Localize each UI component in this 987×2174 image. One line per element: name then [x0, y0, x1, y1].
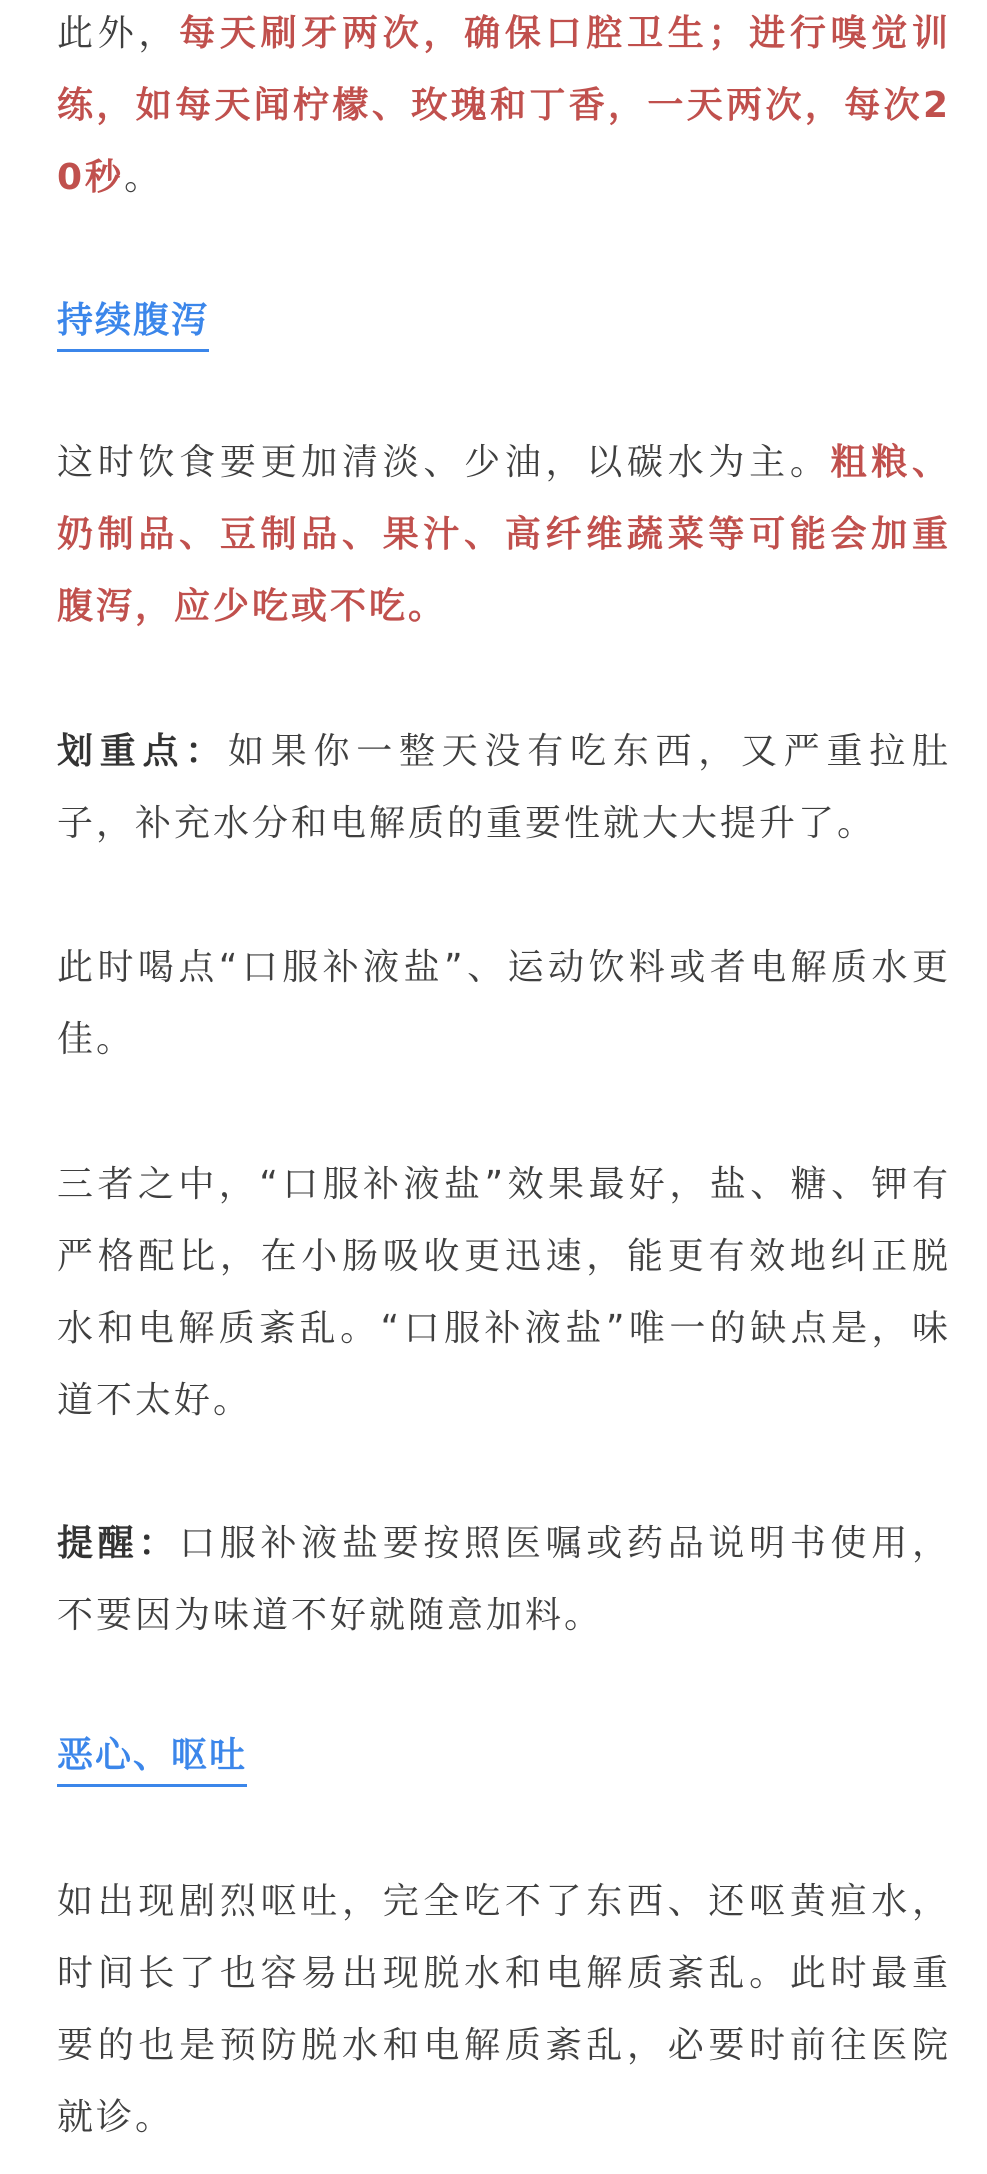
paragraph-reminder [57, 1508, 951, 1652]
section-heading-nausea[interactable]: 恶心、呕吐 [57, 1730, 247, 1787]
paragraph-diet [57, 427, 951, 643]
paragraph-text: 如果你一整天没有吃东西，又严重拉肚子，补充水分和电解质的重要性就大大提升了。 [57, 731, 951, 844]
paragraph-lead-text: 此外， [57, 13, 180, 54]
section-heading-diarrhea[interactable]: 持续腹泻 [57, 295, 209, 352]
paragraph-text: 口服补液盐要按照医嘱或药品说明书使用，不要因为味道不好就随意加料。 [57, 1523, 951, 1636]
paragraph-tail-text: 。 [124, 157, 164, 198]
section-heading-nausea-wrap [57, 1730, 951, 1787]
highlight-text: 粗粮、奶制品、豆制品、果汁、高纤维蔬菜等可能会加重腹泻，应少吃或不吃。 [57, 442, 951, 627]
paragraph-text: 三者之中，“口服补液盐”效果最好，盐、糖、钾有严格配比，在小肠吸收更迅速，能更有效地纠正脱水和电解质紊乱。“口服补液盐”唯一的缺点是，味道不太好。 [57, 1164, 951, 1421]
paragraph-vomiting [57, 1866, 951, 2154]
reminder-label: 提醒： [57, 1523, 180, 1564]
paragraph-ors [57, 1149, 951, 1437]
key-point-label: 划重点： [57, 731, 228, 772]
paragraph-drinks [57, 932, 951, 1076]
highlight-text: 每天刷牙两次，确保口腔卫生；进行嗅觉训练，如每天闻柠檬、玫瑰和丁香，一天两次，每次20秒 [57, 13, 951, 198]
paragraph-lead-text: 这时饮食要更加清淡、少油，以碳水为主。 [57, 442, 831, 483]
paragraph-text: 此时喝点“口服补液盐”、运动饮料或者电解质水更佳。 [57, 947, 951, 1060]
paragraph-key-point [57, 716, 951, 860]
section-heading-diarrhea-wrap [57, 295, 951, 352]
paragraph-oral-care [57, 0, 951, 214]
paragraph-text: 如出现剧烈呕吐，完全吃不了东西、还呕黄疸水，时间长了也容易出现脱水和电解质紊乱。此时最重要的也是预防脱水和电解质紊乱，必要时前往医院就诊。 [57, 1881, 951, 2138]
